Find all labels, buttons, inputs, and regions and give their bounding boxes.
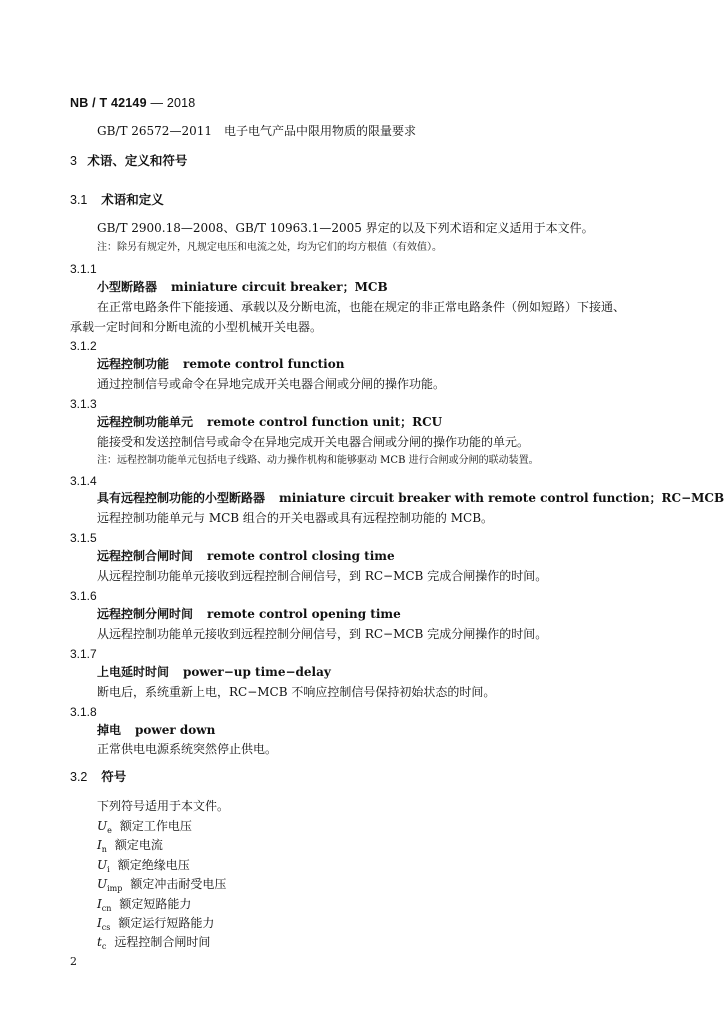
header-dash: — <box>150 96 164 110</box>
term-number: 3.1.5 <box>70 531 97 545</box>
section-3-1-heading <box>70 192 164 208</box>
term-zh: 远程控制合闸时间 <box>97 549 194 563</box>
section-title: 术语和定义 <box>101 193 164 207</box>
term-en: power down <box>135 723 216 737</box>
standard-code: NB / T 42149 <box>70 96 147 110</box>
symbol-subscript: cn <box>101 904 112 913</box>
term-zh: 上电延时时间 <box>97 665 170 679</box>
symbol: U <box>97 877 108 891</box>
term-heading <box>97 490 724 506</box>
term-en: remote control closing time <box>207 549 395 563</box>
page-number: 2 <box>70 955 77 968</box>
term-zh: 远程控制分闸时间 <box>97 607 194 621</box>
term-definition: 断电后，系统重新上电，RC−MCB 不响应控制信号保持初始状态的时间。 <box>97 685 496 699</box>
symbol-subscript: cs <box>101 923 111 932</box>
term-number: 3.1.6 <box>70 589 97 603</box>
term-en: power−up time−delay <box>183 665 331 679</box>
term-definition: 从远程控制功能单元接收到远程控制分闸信号，到 RC−MCB 完成分闸操作的时间。 <box>97 627 548 641</box>
terms-intro: GB/T 2900.18—2008、GB/T 10963.1—2005 界定的以及下列术语和定义适用于本文件。 <box>97 221 594 235</box>
symbol-subscript: e <box>107 826 112 835</box>
term-definition: 正常供电电源系统突然停止供电。 <box>97 742 278 756</box>
section-number: 3.2 <box>70 770 88 784</box>
page-header <box>70 96 195 110</box>
term-number: 3.1.4 <box>70 474 97 488</box>
symbol-row <box>97 934 210 955</box>
term-en: remote control function unit；RCU <box>207 415 443 429</box>
term-en: miniature circuit breaker with remote control function；RC−MCB <box>279 491 724 505</box>
symbol-row <box>97 876 226 897</box>
terms-note: 注：除另有规定外，凡规定电压和电流之处，均为它们的均方根值（有效值）。 <box>97 242 442 253</box>
term-definition: 通过控制信号或命令在异地完成开关电器合闸或分闸的操作功能。 <box>97 377 446 391</box>
term-zh: 远程控制功能单元 <box>97 415 194 429</box>
symbols-intro: 下列符号适用于本文件。 <box>97 799 230 813</box>
section-number: 3 <box>70 154 77 168</box>
term-note: 注：远程控制功能单元包括电子线路、动力操作机构和能够驱动 MCB 进行合闸或分闸的联动装置。 <box>97 455 539 466</box>
term-number: 3.1.7 <box>70 647 97 661</box>
term-en: remote control function <box>183 357 345 371</box>
term-definition: 能接受和发送控制信号或命令在异地完成开关电器合闸或分闸的操作功能的单元。 <box>97 435 530 449</box>
symbol-row <box>97 857 190 878</box>
symbol-description: 额定工作电压 <box>119 819 192 833</box>
symbol-row <box>97 818 192 839</box>
symbol: U <box>97 819 108 833</box>
term-definition: 从远程控制功能单元接收到远程控制合闸信号，到 RC−MCB 完成合闸操作的时间。 <box>97 569 548 583</box>
term-en: remote control opening time <box>207 607 401 621</box>
symbol-row <box>97 837 163 858</box>
term-definition: 远程控制功能单元与 MCB 组合的开关电器或具有远程控制功能的 MCB。 <box>97 511 494 525</box>
term-zh: 小型断路器 <box>97 280 158 294</box>
symbol: t <box>97 935 102 949</box>
term-heading <box>97 414 442 430</box>
section-3-2-heading <box>70 769 126 785</box>
symbol-description: 额定电流 <box>114 838 163 852</box>
term-heading <box>97 664 331 680</box>
symbol-row <box>97 915 214 936</box>
term-definition: 在正常电路条件下能接通、承载以及分断电流，也能在规定的非正常电路条件（例如短路）下接通、 <box>97 300 626 314</box>
term-number: 3.1.1 <box>70 262 97 276</box>
term-heading <box>97 606 401 622</box>
symbol-description: 额定绝缘电压 <box>117 858 190 872</box>
term-heading <box>97 722 215 738</box>
normative-reference: GB/T 26572—2011 电子电气产品中限用物质的限量要求 <box>97 124 416 138</box>
standard-year: 2018 <box>166 96 196 110</box>
symbol-subscript: i <box>107 865 110 874</box>
symbol: I <box>97 897 102 911</box>
term-number: 3.1.3 <box>70 397 97 411</box>
term-definition-cont: 承载一定时间和分断电流的小型机械开关电器。 <box>70 320 323 334</box>
symbol: I <box>97 916 102 930</box>
symbol-subscript: imp <box>107 884 123 893</box>
term-heading <box>97 548 395 564</box>
section-number: 3.1 <box>70 193 88 207</box>
term-zh: 具有远程控制功能的小型断路器 <box>97 491 266 505</box>
symbol-subscript: n <box>101 845 107 854</box>
symbol-description: 额定冲击耐受电压 <box>130 877 227 891</box>
section-3-heading <box>70 153 187 169</box>
term-heading <box>97 279 388 295</box>
symbol-description: 额定短路能力 <box>119 897 192 911</box>
section-title: 符号 <box>101 770 127 784</box>
symbol-row <box>97 896 191 917</box>
term-heading <box>97 356 344 372</box>
section-title: 术语、定义和符号 <box>87 154 188 168</box>
symbol-subscript: c <box>101 942 107 951</box>
term-number: 3.1.2 <box>70 339 97 353</box>
term-en: miniature circuit breaker；MCB <box>171 280 388 294</box>
symbol-description: 远程控制合闸时间 <box>114 935 211 949</box>
symbol: U <box>97 858 108 872</box>
term-zh: 远程控制功能 <box>97 357 170 371</box>
term-zh: 掉电 <box>97 723 122 737</box>
term-number: 3.1.8 <box>70 705 97 719</box>
symbol: I <box>97 838 102 852</box>
symbol-description: 额定运行短路能力 <box>118 916 215 930</box>
